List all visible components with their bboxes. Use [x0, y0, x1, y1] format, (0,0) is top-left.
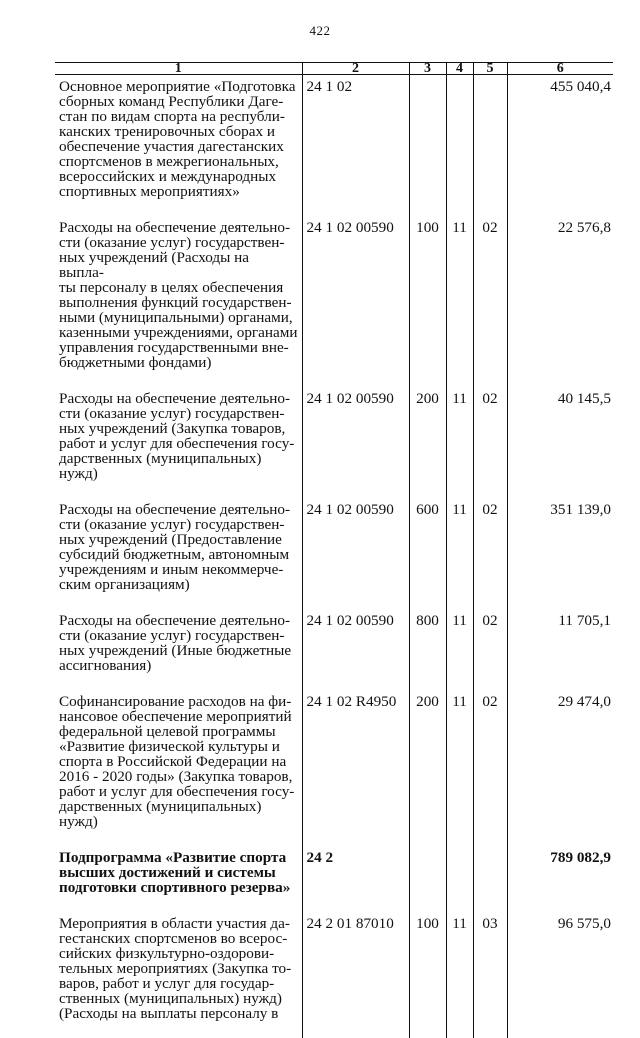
row-code: 24 1 02 [302, 75, 409, 217]
row-subsection: 02 [473, 216, 507, 387]
row-description: Расходы на обеспечение деятельно- сти (оказание услуг) государствен- ных учреждений (Предоставление субсидий бюджетным, автономным учреждениям и иным некоммерче- ским организациям) [55, 498, 302, 609]
table-header-row [55, 63, 613, 75]
row-amount: 455 040,4 [507, 75, 613, 217]
row-section [446, 846, 473, 912]
row-subsection [473, 846, 507, 912]
row-section: 11 [446, 216, 473, 387]
table-row [55, 912, 613, 1038]
column-header: 3 [409, 63, 446, 75]
row-amount: 29 474,0 [507, 690, 613, 846]
row-amount: 40 145,5 [507, 387, 613, 498]
table-row [55, 387, 613, 498]
column-header: 4 [446, 63, 473, 75]
row-subsection: 03 [473, 912, 507, 1038]
column-header: 5 [473, 63, 507, 75]
row-section: 11 [446, 609, 473, 690]
table-row [55, 690, 613, 846]
row-code: 24 2 01 87010 [302, 912, 409, 1038]
row-subsection [473, 75, 507, 217]
table-row [55, 609, 613, 690]
row-section: 11 [446, 498, 473, 609]
column-header: 6 [507, 63, 613, 75]
row-subsection: 02 [473, 609, 507, 690]
table-row [55, 75, 613, 217]
row-amount: 96 575,0 [507, 912, 613, 1038]
row-subsection: 02 [473, 387, 507, 498]
table-row [55, 216, 613, 387]
column-header: 1 [55, 63, 302, 75]
row-amount: 22 576,8 [507, 216, 613, 387]
row-expense-type: 100 [409, 216, 446, 387]
row-section: 11 [446, 690, 473, 846]
row-code: 24 1 02 R4950 [302, 690, 409, 846]
row-subsection: 02 [473, 690, 507, 846]
row-expense-type: 200 [409, 690, 446, 846]
row-description: Расходы на обеспечение деятельно- сти (оказание услуг) государствен- ных учреждений (Расходы на выпла- ты персоналу в целях обеспечения выполнения функций государствен- ными (муниципальными) органами, казенными учреждениями, органами управления государственными вне- бюджетными фондами) [55, 216, 302, 387]
row-code: 24 1 02 00590 [302, 609, 409, 690]
row-expense-type: 200 [409, 387, 446, 498]
table-row [55, 498, 613, 609]
row-code: 24 1 02 00590 [302, 498, 409, 609]
row-amount: 789 082,9 [507, 846, 613, 912]
row-expense-type [409, 846, 446, 912]
row-description: Софинансирование расходов на фи- нансовое обеспечение мероприятий федеральной целевой программы «Развитие физической культуры и спорта в Российской Федерации на 2016 - 2020 годы» (Закупка товаров, работ и услуг для обеспечения госу- дарственных (муниципальных) нужд) [55, 690, 302, 846]
row-subsection: 02 [473, 498, 507, 609]
row-amount: 351 139,0 [507, 498, 613, 609]
column-header: 2 [302, 63, 409, 75]
row-section: 11 [446, 387, 473, 498]
row-code: 24 1 02 00590 [302, 387, 409, 498]
row-code: 24 1 02 00590 [302, 216, 409, 387]
row-section: 11 [446, 912, 473, 1038]
table-row [55, 846, 613, 912]
row-section [446, 75, 473, 217]
row-expense-type: 600 [409, 498, 446, 609]
row-code: 24 2 [302, 846, 409, 912]
row-expense-type: 800 [409, 609, 446, 690]
page-number: 422 [309, 23, 331, 38]
row-amount: 11 705,1 [507, 609, 613, 690]
row-expense-type [409, 75, 446, 217]
budget-table [55, 62, 613, 1038]
row-description: Расходы на обеспечение деятельно- сти (оказание услуг) государствен- ных учреждений (Иные бюджетные ассигнования) [55, 609, 302, 690]
row-description: Мероприятия в области участия да- гестанских спортсменов во всерос- сийских физкультурно-оздорови- тельных мероприятиях (Закупка то- варов, работ и услуг для государ- ственных (муниципальных) нужд) (Расходы на выплаты персоналу в [55, 912, 302, 1038]
row-description: Расходы на обеспечение деятельно- сти (оказание услуг) государствен- ных учреждений (Закупка товаров, работ и услуг для обеспечения госу- дарственных (муниципальных) нужд) [55, 387, 302, 498]
row-description: Основное мероприятие «Подготовка сборных команд Республики Даге- стан по видам спорта на республи- канских тренировочных сборах и обеспечение участия дагестанских спортсменов в межрегиональных, всероссийских и международных спортивных мероприятиях» [55, 75, 302, 217]
row-expense-type: 100 [409, 912, 446, 1038]
row-description: Подпрограмма «Развитие спорта высших достижений и системы подготовки спортивного резерва» [55, 846, 302, 912]
